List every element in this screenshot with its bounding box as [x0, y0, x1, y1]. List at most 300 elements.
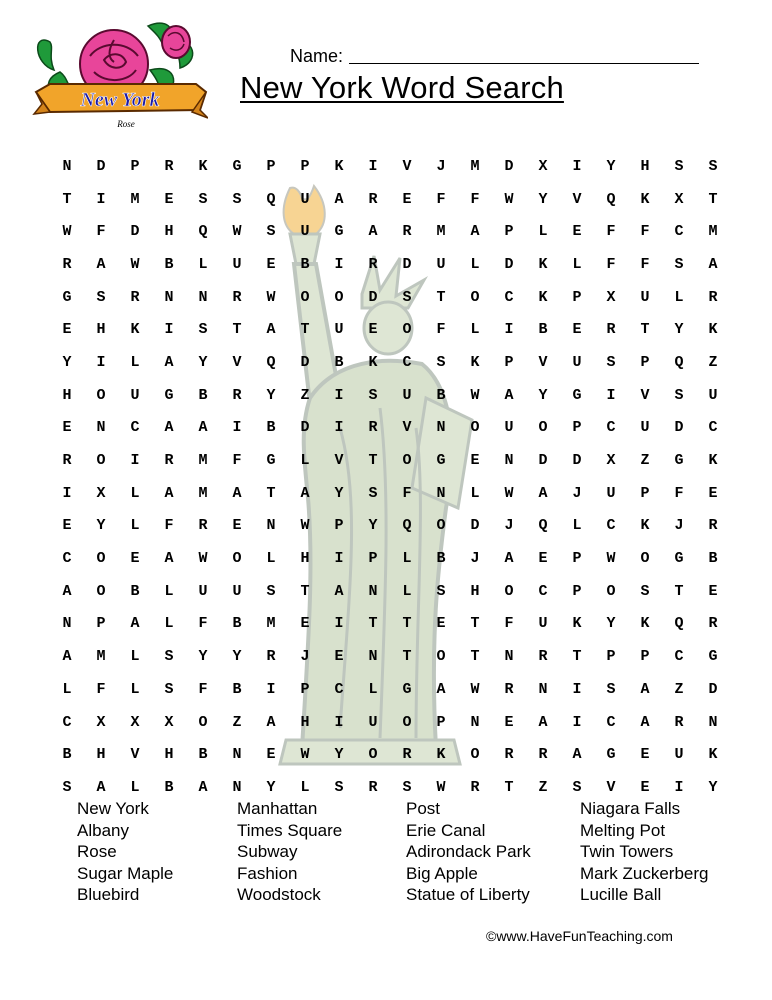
grid-letter: O: [470, 419, 480, 437]
grid-letter: O: [96, 582, 106, 600]
grid-letter: R: [368, 778, 378, 796]
grid-letter: N: [436, 484, 446, 502]
word-list-item: Woodstock: [237, 885, 321, 904]
grid-letter: P: [606, 648, 616, 666]
grid-letter: Y: [538, 190, 548, 208]
grid-letter: O: [402, 321, 412, 339]
grid-letter: E: [62, 517, 72, 535]
grid-letter: R: [368, 255, 378, 273]
word-list-item: Sugar Maple: [77, 863, 174, 883]
page-title: New York Word Search: [240, 70, 564, 105]
grid-letter: O: [402, 452, 412, 470]
grid-letter: P: [334, 517, 344, 535]
grid-letter: D: [96, 157, 106, 175]
grid-letter: N: [232, 778, 242, 796]
grid-letter: A: [538, 713, 548, 731]
word-list-column: [580, 798, 740, 906]
grid-letter: I: [130, 452, 140, 470]
grid-letter: F: [402, 484, 412, 502]
grid-letter: E: [232, 517, 242, 535]
grid-letter: Q: [266, 190, 276, 208]
grid-letter: T: [402, 615, 412, 633]
copyright-text: ©www.HaveFunTeaching.com: [486, 928, 673, 944]
grid-letter: T: [300, 582, 310, 600]
grid-letter: O: [96, 386, 106, 404]
grid-letter: I: [232, 419, 242, 437]
grid-letter: C: [402, 353, 412, 371]
word-list-column: [406, 798, 580, 906]
grid-letter: P: [572, 550, 582, 568]
grid-letter: N: [198, 288, 208, 306]
grid-letter: Z: [538, 778, 548, 796]
grid-letter: J: [436, 157, 446, 175]
grid-letter: L: [538, 223, 548, 241]
grid-letter: R: [62, 255, 72, 273]
grid-letter: W: [606, 550, 616, 568]
grid-letter: P: [300, 157, 310, 175]
grid-letter: E: [130, 550, 140, 568]
word-list-item: Melting Pot: [580, 820, 666, 840]
word-list-item: New York: [77, 799, 149, 818]
grid-letter: Q: [266, 353, 276, 371]
grid-letter: L: [572, 517, 582, 535]
grid-letter: A: [436, 680, 446, 698]
grid-letter: Q: [402, 517, 412, 535]
grid-letter: D: [470, 517, 480, 535]
grid-letter: K: [436, 746, 446, 764]
word-list-item: Adirondack Park: [406, 842, 531, 861]
grid-letter: S: [674, 386, 684, 404]
grid-row: [50, 706, 730, 739]
grid-letter: K: [130, 321, 140, 339]
grid-letter: J: [674, 517, 684, 535]
grid-letter: U: [640, 419, 650, 437]
grid-letter: C: [606, 517, 616, 535]
grid-letter: O: [470, 746, 480, 764]
grid-letter: I: [334, 255, 344, 273]
grid-letter: S: [334, 778, 344, 796]
grid-letter: U: [300, 223, 310, 241]
grid-letter: L: [266, 550, 276, 568]
grid-letter: L: [572, 255, 582, 273]
grid-letter: I: [266, 680, 276, 698]
grid-letter: E: [538, 550, 548, 568]
grid-letter: D: [504, 255, 514, 273]
grid-letter: A: [232, 484, 242, 502]
grid-letter: O: [368, 746, 378, 764]
grid-letter: A: [640, 713, 650, 731]
word-list-column: [237, 798, 406, 906]
grid-letter: G: [674, 550, 684, 568]
grid-letter: X: [164, 713, 174, 731]
grid-letter: S: [198, 190, 208, 208]
grid-letter: L: [470, 255, 480, 273]
grid-letter: B: [436, 386, 446, 404]
grid-letter: D: [300, 353, 310, 371]
grid-letter: T: [470, 648, 480, 666]
grid-letter: D: [402, 255, 412, 273]
word-list-item: Times Square: [237, 820, 343, 840]
word-list-item: Mark Zuckerberg: [580, 863, 709, 883]
grid-row: [50, 215, 730, 248]
grid-letter: D: [368, 288, 378, 306]
grid-letter: B: [198, 746, 208, 764]
grid-letter: Y: [334, 746, 344, 764]
grid-letter: S: [572, 778, 582, 796]
grid-letter: F: [504, 615, 514, 633]
grid-letter: G: [164, 386, 174, 404]
grid-letter: U: [708, 386, 718, 404]
grid-letter: H: [470, 582, 480, 600]
grid-letter: L: [300, 452, 310, 470]
grid-letter: L: [164, 615, 174, 633]
grid-letter: R: [708, 615, 718, 633]
grid-letter: X: [606, 288, 616, 306]
name-field-row: [290, 46, 699, 67]
grid-row: [50, 542, 730, 575]
grid-letter: P: [572, 419, 582, 437]
grid-letter: Y: [266, 778, 276, 796]
grid-letter: K: [538, 288, 548, 306]
grid-letter: F: [96, 680, 106, 698]
grid-letter: S: [62, 778, 72, 796]
word-list-item: Big Apple: [406, 863, 478, 883]
grid-letter: B: [436, 550, 446, 568]
grid-letter: B: [334, 353, 344, 371]
grid-letter: V: [640, 386, 650, 404]
grid-letter: A: [538, 484, 548, 502]
grid-row: [50, 346, 730, 379]
grid-letter: F: [198, 680, 208, 698]
grid-letter: S: [606, 353, 616, 371]
grid-letter: E: [640, 746, 650, 764]
grid-letter: K: [708, 321, 718, 339]
grid-letter: W: [300, 517, 310, 535]
word-list-item: Rose: [77, 842, 117, 861]
grid-letter: O: [402, 713, 412, 731]
grid-letter: A: [62, 582, 72, 600]
grid-letter: N: [368, 582, 378, 600]
grid-letter: W: [504, 484, 514, 502]
grid-letter: H: [96, 321, 106, 339]
grid-letter: O: [436, 517, 446, 535]
grid-letter: Q: [606, 190, 616, 208]
grid-letter: W: [470, 680, 480, 698]
grid-letter: R: [62, 452, 72, 470]
grid-letter: F: [198, 615, 208, 633]
grid-letter: C: [674, 223, 684, 241]
grid-letter: O: [640, 550, 650, 568]
grid-letter: X: [96, 713, 106, 731]
grid-letter: Z: [640, 452, 650, 470]
grid-letter: A: [504, 386, 514, 404]
grid-letter: X: [674, 190, 684, 208]
grid-letter: E: [572, 223, 582, 241]
grid-letter: H: [164, 223, 174, 241]
grid-letter: W: [300, 746, 310, 764]
grid-letter: A: [164, 484, 174, 502]
grid-letter: Z: [674, 680, 684, 698]
grid-letter: E: [164, 190, 174, 208]
grid-letter: P: [640, 484, 650, 502]
grid-letter: X: [130, 713, 140, 731]
grid-letter: T: [300, 321, 310, 339]
grid-letter: E: [62, 419, 72, 437]
logo-caption: Rose: [117, 119, 135, 129]
grid-letter: T: [504, 778, 514, 796]
grid-letter: K: [640, 517, 650, 535]
grid-letter: O: [436, 648, 446, 666]
grid-letter: N: [708, 713, 718, 731]
grid-letter: N: [62, 157, 72, 175]
grid-letter: O: [232, 550, 242, 568]
grid-letter: P: [504, 353, 514, 371]
grid-letter: S: [232, 190, 242, 208]
rose-icon: [30, 12, 208, 134]
grid-letter: W: [62, 223, 72, 241]
grid-letter: E: [62, 321, 72, 339]
grid-letter: A: [504, 550, 514, 568]
grid-letter: E: [708, 484, 718, 502]
grid-letter: A: [198, 778, 208, 796]
grid-letter: J: [504, 517, 514, 535]
grid-letter: U: [368, 713, 378, 731]
grid-letter: R: [402, 223, 412, 241]
grid-letter: O: [538, 419, 548, 437]
grid-letter: U: [402, 386, 412, 404]
grid-letter: D: [300, 419, 310, 437]
grid-letter: A: [266, 713, 276, 731]
grid-letter: I: [334, 713, 344, 731]
grid-letter: L: [402, 550, 412, 568]
grid-letter: I: [334, 386, 344, 404]
grid-letter: N: [504, 648, 514, 666]
grid-letter: P: [130, 157, 140, 175]
grid-letter: F: [436, 321, 446, 339]
grid-letter: F: [606, 223, 616, 241]
grid-letter: D: [674, 419, 684, 437]
grid-letter: S: [674, 255, 684, 273]
grid-letter: Y: [606, 157, 616, 175]
grid-letter: R: [538, 746, 548, 764]
grid-letter: L: [130, 484, 140, 502]
grid-letter: Z: [300, 386, 310, 404]
grid-letter: B: [708, 550, 718, 568]
grid-letter: T: [402, 648, 412, 666]
grid-letter: B: [538, 321, 548, 339]
grid-letter: U: [198, 582, 208, 600]
grid-letter: L: [198, 255, 208, 273]
grid-letter: D: [504, 157, 514, 175]
grid-letter: C: [708, 419, 718, 437]
grid-letter: H: [96, 746, 106, 764]
grid-letter: U: [674, 746, 684, 764]
grid-letter: N: [266, 517, 276, 535]
grid-letter: I: [334, 419, 344, 437]
grid-letter: V: [334, 452, 344, 470]
grid-letter: I: [674, 778, 684, 796]
grid-letter: B: [164, 778, 174, 796]
grid-letter: Y: [62, 353, 72, 371]
grid-letter: D: [538, 452, 548, 470]
new-york-rose-logo: [30, 12, 208, 134]
grid-letter: V: [606, 778, 616, 796]
grid-letter: G: [674, 452, 684, 470]
grid-letter: T: [572, 648, 582, 666]
grid-letter: A: [164, 550, 174, 568]
grid-letter: R: [164, 452, 174, 470]
grid-row: [50, 608, 730, 641]
grid-letter: B: [164, 255, 174, 273]
grid-letter: E: [640, 778, 650, 796]
word-list-item: Lucille Ball: [580, 885, 662, 904]
grid-letter: X: [606, 452, 616, 470]
grid-letter: O: [96, 550, 106, 568]
grid-letter: L: [470, 321, 480, 339]
grid-letter: K: [368, 353, 378, 371]
grid-letter: M: [266, 615, 276, 633]
grid-letter: K: [640, 615, 650, 633]
grid-letter: E: [300, 615, 310, 633]
grid-letter: L: [130, 517, 140, 535]
grid-letter: L: [300, 778, 310, 796]
grid-letter: L: [62, 680, 72, 698]
grid-letter: U: [436, 255, 446, 273]
grid-letter: N: [368, 648, 378, 666]
grid-letter: F: [674, 484, 684, 502]
grid-letter: I: [334, 615, 344, 633]
grid-letter: Y: [334, 484, 344, 502]
grid-row: [50, 412, 730, 445]
grid-letter: R: [538, 648, 548, 666]
grid-letter: R: [708, 517, 718, 535]
grid-row: [50, 444, 730, 477]
grid-letter: A: [266, 321, 276, 339]
grid-letter: R: [232, 386, 242, 404]
grid-letter: L: [402, 582, 412, 600]
grid-letter: A: [62, 648, 72, 666]
grid-letter: C: [62, 550, 72, 568]
grid-letter: Y: [96, 517, 106, 535]
grid-letter: J: [470, 550, 480, 568]
grid-letter: E: [470, 452, 480, 470]
word-list-item: Fashion: [237, 863, 298, 883]
grid-letter: U: [504, 419, 514, 437]
grid-letter: A: [640, 680, 650, 698]
grid-letter: S: [266, 223, 276, 241]
grid-letter: G: [232, 157, 242, 175]
grid-letter: K: [572, 615, 582, 633]
grid-letter: M: [708, 223, 718, 241]
grid-letter: C: [606, 419, 616, 437]
name-blank-line: [349, 47, 699, 64]
grid-letter: R: [708, 288, 718, 306]
grid-letter: L: [130, 648, 140, 666]
grid-letter: S: [640, 582, 650, 600]
grid-row: [50, 510, 730, 543]
grid-letter: E: [504, 713, 514, 731]
grid-letter: Q: [674, 353, 684, 371]
grid-letter: S: [708, 157, 718, 175]
grid-letter: P: [368, 550, 378, 568]
grid-letter: N: [164, 288, 174, 306]
grid-letter: O: [470, 288, 480, 306]
grid-letter: B: [232, 615, 242, 633]
grid-row: [50, 313, 730, 346]
grid-letter: W: [436, 778, 446, 796]
grid-letter: H: [300, 550, 310, 568]
grid-letter: W: [504, 190, 514, 208]
grid-letter: V: [402, 157, 412, 175]
grid-letter: O: [504, 582, 514, 600]
grid-letter: Y: [198, 353, 208, 371]
grid-letter: N: [436, 419, 446, 437]
grid-letter: O: [300, 288, 310, 306]
grid-letter: A: [368, 223, 378, 241]
grid-letter: K: [708, 452, 718, 470]
grid-letter: Y: [674, 321, 684, 339]
grid-letter: P: [436, 713, 446, 731]
grid-row: [50, 150, 730, 183]
grid-letter: A: [334, 582, 344, 600]
grid-letter: Z: [708, 353, 718, 371]
grid-letter: L: [130, 778, 140, 796]
grid-letter: A: [334, 190, 344, 208]
grid-row: [50, 248, 730, 281]
grid-letter: Y: [708, 778, 718, 796]
grid-letter: S: [674, 157, 684, 175]
grid-letter: R: [674, 713, 684, 731]
grid-letter: K: [538, 255, 548, 273]
grid-letter: B: [62, 746, 72, 764]
grid-letter: S: [402, 778, 412, 796]
word-list-item: Erie Canal: [406, 820, 486, 840]
grid-letter: I: [504, 321, 514, 339]
grid-letter: S: [606, 680, 616, 698]
grid-letter: G: [436, 452, 446, 470]
grid-letter: D: [572, 452, 582, 470]
grid-letter: H: [62, 386, 72, 404]
grid-letter: T: [232, 321, 242, 339]
grid-letter: I: [62, 484, 72, 502]
grid-letter: H: [300, 713, 310, 731]
grid-letter: P: [96, 615, 106, 633]
grid-letter: E: [266, 746, 276, 764]
grid-letter: C: [334, 680, 344, 698]
grid-letter: B: [232, 680, 242, 698]
grid-letter: P: [572, 582, 582, 600]
grid-letter: T: [62, 190, 72, 208]
grid-letter: R: [164, 157, 174, 175]
grid-letter: F: [640, 223, 650, 241]
grid-letter: G: [334, 223, 344, 241]
grid-letter: E: [436, 615, 446, 633]
grid-letter: P: [300, 680, 310, 698]
grid-letter: J: [572, 484, 582, 502]
grid-letter: C: [504, 288, 514, 306]
grid-letter: F: [640, 255, 650, 273]
grid-letter: O: [198, 713, 208, 731]
grid-letter: B: [130, 582, 140, 600]
word-list-item: Statue of Liberty: [406, 885, 530, 904]
word-list-item: Bluebird: [77, 885, 140, 904]
grid-letter: E: [708, 582, 718, 600]
grid-letter: S: [402, 288, 412, 306]
grid-letter: K: [470, 353, 480, 371]
grid-letter: I: [572, 157, 582, 175]
grid-letter: Y: [368, 517, 378, 535]
grid-letter: U: [300, 190, 310, 208]
